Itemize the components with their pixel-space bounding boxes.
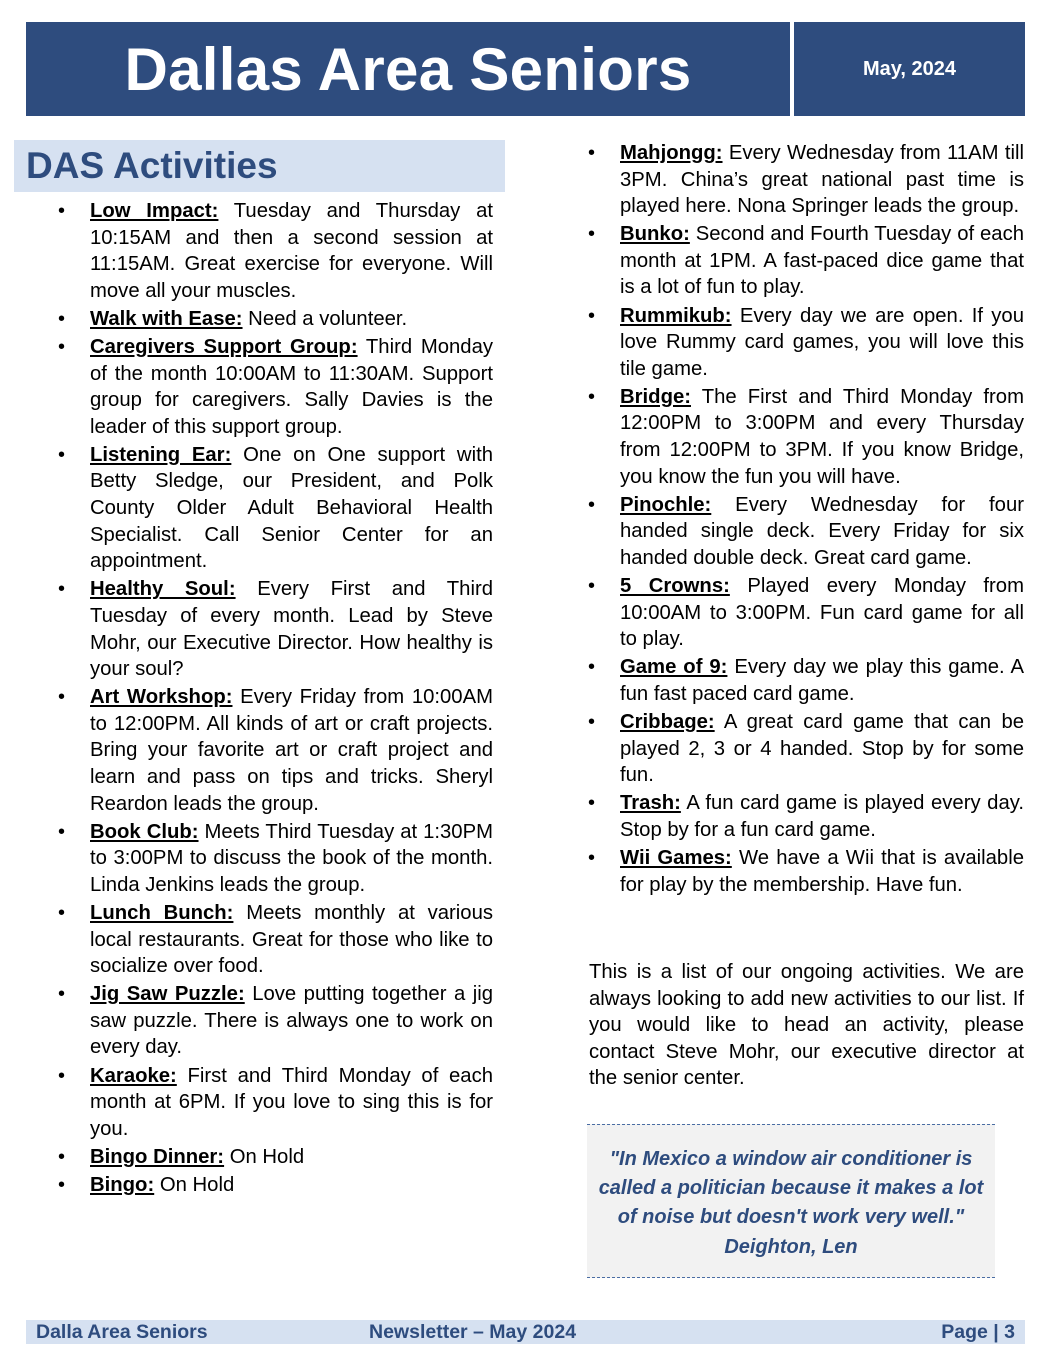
activity-item <box>58 576 493 682</box>
activities-left-column <box>58 198 493 1200</box>
activity-name: Wii Games: <box>620 846 732 869</box>
activity-description: Need a volunteer. <box>248 307 408 330</box>
activity-name: Art Workshop: <box>90 686 233 709</box>
activity-description: Second and Fourth Tuesday of each month at 1PM. A fast-paced dice game that is a lot of fun to play. <box>620 223 1024 299</box>
issue-date: May, 2024 <box>794 22 1025 116</box>
quote-author: Deighton, Len <box>724 1235 858 1258</box>
section-heading: DAS Activities <box>14 140 505 192</box>
activity-item <box>58 306 493 333</box>
activity-item <box>58 1172 493 1199</box>
activity-description: A fun card game is played every day. Stop by for a fun card game. <box>620 792 1024 841</box>
activity-item <box>588 384 1024 490</box>
activity-name: Low Impact: <box>90 200 219 222</box>
activity-description: Every Wednesday from 11AM till 3PM. China’s great national past time is played here. Nona Springer leads the group. <box>620 142 1024 218</box>
activity-item <box>588 573 1024 653</box>
activity-name: 5 Crowns: <box>620 575 730 597</box>
activity-description: Every day we play this game. A fun fast paced card game. <box>620 656 1024 705</box>
activity-description: Every Wednesday for four handed single deck. Every Friday for six handed double deck. Great card game. <box>620 493 1024 569</box>
activity-description: Played every Monday from 10:00AM to 3:00PM. Fun card game for all to play. <box>620 575 1024 651</box>
footer-page-number: Page | 3 <box>941 1321 1015 1343</box>
activity-description: Third Monday of the month 10:00AM to 11:30AM. Support group for caregivers. Sally Davies is the leader of this support group. <box>90 335 493 438</box>
activity-name: Jig Saw Puzzle: <box>90 983 245 1006</box>
activity-item <box>58 819 493 899</box>
activity-item <box>588 303 1024 383</box>
activity-item <box>588 709 1024 789</box>
footer-org-name: Dalla Area Seniors <box>36 1321 208 1343</box>
activity-description: One on One support with Betty Sledge, our President, and Polk County Older Adult Behavioral Health Specialist. Call Senior Center for an appointment. <box>90 443 494 573</box>
activity-name: Book Club: <box>90 820 199 843</box>
activity-item <box>588 492 1024 572</box>
activity-name: Mahjongg: <box>620 142 723 164</box>
activity-name: Cribbage: <box>620 710 715 733</box>
newsletter-title: Dallas Area Seniors <box>26 22 790 116</box>
activity-item <box>58 442 493 575</box>
activity-description: Every First and Third Tuesday of every month. Lead by Steve Mohr, our Executive Director. How healthy is your soul? <box>90 578 493 681</box>
activity-name: Bunko: <box>620 223 690 246</box>
quote-text: "In Mexico a window air conditioner is called a politician because it makes a lot of noise but doesn't work very well." <box>598 1148 984 1229</box>
activity-item <box>58 1144 493 1171</box>
activity-description: We have a Wii that is available for play by the membership. Have fun. <box>620 846 1024 896</box>
activity-item <box>588 790 1024 843</box>
quote-box <box>587 1124 995 1278</box>
activity-name: Trash: <box>620 792 681 815</box>
activity-item <box>588 140 1024 220</box>
activity-description: On Hold <box>229 1145 305 1168</box>
activity-name: Bingo: <box>90 1173 155 1196</box>
activity-item <box>58 334 493 440</box>
activity-name: Walk with Ease: <box>90 307 243 330</box>
closing-paragraph: This is a list of our ongoing activities. We are always looking to add new activities to our list. If you would like to head an activity, please contact Steve Mohr, our executive director at the senior center. <box>589 961 1024 1090</box>
activity-item <box>58 900 493 980</box>
activity-description: Every Friday from 10:00AM to 12:00PM. All kinds of art or craft projects. Bring your favorite art or craft project and learn and pass on tips and tricks. Sheryl Reardon leads the group. <box>90 686 493 815</box>
activity-description: Love putting together a jig saw puzzle. There is always one to work on every day. <box>90 983 493 1059</box>
activity-name: Listening Ear: <box>90 443 232 466</box>
activity-item <box>58 684 493 817</box>
activity-description: Meets monthly at various local restaurants. Great for those who like to socialize over food. <box>90 901 493 978</box>
page-footer <box>26 1320 1025 1344</box>
activity-description: Meets Third Tuesday at 1:30PM to 3:00PM to discuss the book of the month. Linda Jenkins leads the group. <box>90 820 494 896</box>
activity-name: Healthy Soul: <box>90 578 236 601</box>
activity-name: Lunch Bunch: <box>90 901 234 924</box>
activity-name: Karaoke: <box>90 1064 177 1087</box>
activity-list-right <box>588 140 1024 898</box>
footer-issue: Newsletter – May 2024 <box>369 1321 577 1343</box>
activity-list-left <box>58 198 493 1198</box>
activity-name: Game of 9: <box>620 656 728 679</box>
activity-description: Every day we are open. If you love Rummy card games, you will love this tile game. <box>620 304 1024 380</box>
activity-item <box>588 654 1024 707</box>
activity-description: First and Third Monday of each month at 6PM. If you love to sing this is for you. <box>90 1064 493 1140</box>
activity-description: The First and Third Monday from 12:00PM to 3:00PM and every Thursday from 12:00PM to 3PM. If you know Bridge, you know the fun you will have. <box>620 385 1024 488</box>
activity-name: Bridge: <box>620 385 691 408</box>
activity-description: On Hold <box>159 1173 235 1196</box>
activity-name: Pinochle: <box>620 493 712 516</box>
activity-name: Rummikub: <box>620 304 732 327</box>
activities-right-column <box>588 140 1024 900</box>
activity-item <box>58 981 493 1061</box>
activity-item <box>58 1063 493 1143</box>
activity-name: Bingo Dinner: <box>90 1145 225 1168</box>
activity-description: A great card game that can be played 2, 3 or 4 handed. Stop by for some fun. <box>620 710 1025 787</box>
activity-description: Tuesday and Thursday at 10:15AM and then a second session at 11:15AM. Great exercise for everyone. Will move all your muscles. <box>90 200 493 302</box>
newsletter-header <box>26 22 1025 116</box>
activity-name: Caregivers Support Group: <box>90 335 358 358</box>
activity-item <box>588 221 1024 301</box>
activity-item <box>588 845 1024 898</box>
activity-item <box>58 198 493 304</box>
